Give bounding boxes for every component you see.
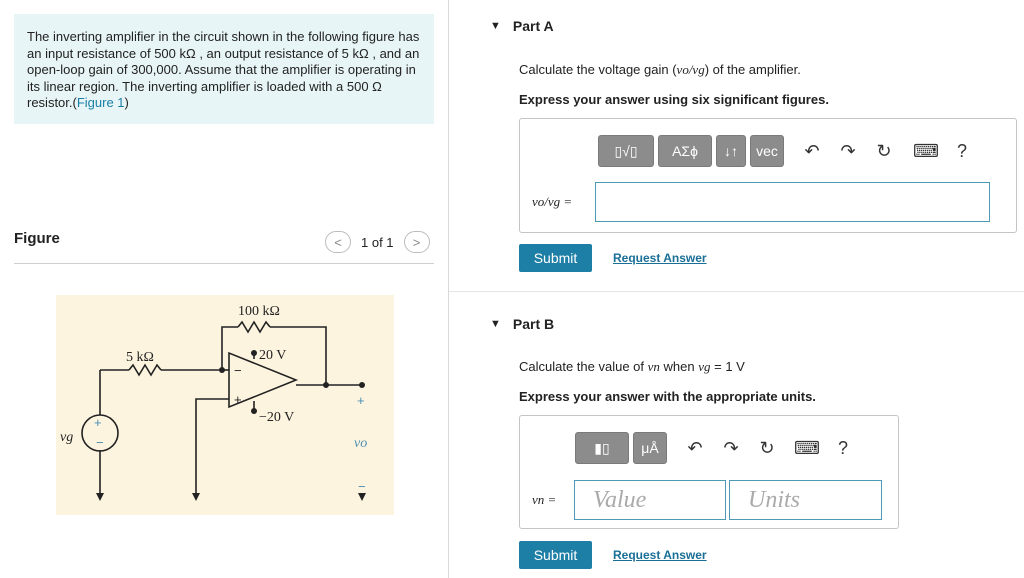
circuit-figure — [56, 295, 394, 515]
undo-button[interactable] — [677, 432, 713, 464]
help-icon: ? — [956, 140, 967, 161]
part-a-equation-label — [532, 194, 572, 210]
units-input[interactable]: Units — [729, 480, 882, 520]
pos-supply-label: 20 V — [259, 348, 287, 363]
part-b-answer-box — [519, 415, 899, 529]
reset-icon: ↻ — [876, 140, 892, 161]
neg-supply-label: −20 V — [259, 410, 295, 425]
inverting-sign: − — [234, 363, 242, 378]
chevron-right-icon: > — [412, 234, 421, 250]
resistor-5k-label: 5 kΩ — [126, 350, 154, 365]
arrows-button[interactable] — [716, 135, 746, 167]
part-a-answer-input[interactable] — [595, 182, 990, 222]
caret-down-icon: ▼ — [490, 318, 501, 330]
part-a-question-suffix: ) of the amplifier. — [704, 62, 801, 77]
caret-down-icon: ▼ — [490, 20, 501, 32]
problem-text: The inverting amplifier in the circuit shown in the following figure has an input resistance of 500 kΩ , an output resistance of 5 kΩ , and an open-loop gain of 300,000. Assume that the amplifier is operating in its linear region. The inverting amplifier is loaded with a 500 Ω resistor.( — [27, 29, 420, 111]
reset-button[interactable] — [749, 432, 785, 464]
keyboard-icon: ⌨ — [794, 437, 820, 458]
resistor-5k-zigzag — [129, 365, 161, 375]
help-icon: ? — [837, 437, 848, 458]
part-b-equation-text: vn = — [532, 492, 557, 507]
vec-icon: vec — [756, 143, 778, 159]
redo-button[interactable] — [713, 432, 749, 464]
redo-icon: ↷ — [840, 140, 856, 161]
part-b-title: Part B — [512, 316, 555, 332]
part-a-answer-box — [519, 118, 1017, 233]
part-a-title: Part A — [512, 18, 554, 34]
chevron-left-icon: < — [334, 234, 342, 250]
part-b-toolbar — [575, 432, 861, 464]
output-label: vo — [354, 436, 368, 451]
part-a-header[interactable] — [490, 18, 554, 34]
source-minus: − — [96, 435, 104, 450]
noninverting-sign: + — [234, 392, 242, 407]
undo-icon: ↶ — [804, 140, 820, 161]
next-figure-button[interactable] — [404, 231, 430, 253]
part-a-submit-button[interactable]: Submit — [519, 244, 592, 272]
figure-pager — [325, 231, 430, 253]
templates-button[interactable] — [575, 432, 629, 464]
arrows-icon: ↓↑ — [724, 143, 738, 159]
part-b-question-mid: when — [659, 359, 699, 374]
part-a-question-math: vo/vg — [676, 62, 705, 77]
resistor-100k-label: 100 kΩ — [238, 304, 280, 319]
divider — [14, 263, 434, 264]
problem-statement — [14, 14, 434, 124]
part-b-instruction: Express your answer with the appropriate units. — [519, 389, 816, 404]
part-b-question — [519, 359, 745, 375]
part-b-question-prefix: Calculate the value of — [519, 359, 648, 374]
units-icon: μÅ — [641, 440, 659, 456]
part-a-equation-text: vo/vg = — [532, 194, 573, 209]
redo-icon: ↷ — [723, 437, 739, 458]
undo-button[interactable] — [794, 135, 830, 167]
part-b-submit-button[interactable]: Submit — [519, 541, 592, 569]
units-button[interactable] — [633, 432, 667, 464]
reset-icon: ↻ — [759, 437, 775, 458]
pane-divider — [448, 0, 449, 578]
vector-button[interactable] — [750, 135, 784, 167]
figure-page-count: 1 of 1 — [361, 234, 394, 250]
part-b-question-suffix: = 1 V — [710, 359, 745, 374]
value-input[interactable]: Value — [574, 480, 726, 520]
prev-figure-button[interactable] — [325, 231, 351, 253]
greek-icon: ΑΣϕ — [672, 143, 698, 159]
templates-button[interactable] — [598, 135, 654, 167]
part-a-toolbar — [598, 135, 980, 167]
undo-icon: ↶ — [687, 437, 703, 458]
part-separator — [449, 291, 1024, 292]
left-pane — [0, 0, 448, 578]
part-a-question-prefix: Calculate the voltage gain ( — [519, 62, 677, 77]
part-a-instruction: Express your answer using six significant figures. — [519, 92, 829, 107]
template-grid-icon: ▮▯ — [594, 439, 610, 456]
help-button[interactable] — [825, 432, 861, 464]
reset-button[interactable] — [866, 135, 902, 167]
part-b-header[interactable] — [490, 316, 554, 332]
redo-button[interactable] — [830, 135, 866, 167]
problem-text-end: ) — [124, 95, 129, 111]
keyboard-button[interactable] — [908, 135, 944, 167]
source-plus: + — [94, 415, 102, 430]
resistor-100k-zigzag — [238, 322, 270, 332]
part-b-question-cond: vg — [698, 359, 711, 374]
part-b-equation-label — [532, 492, 556, 508]
templates-icon: ▯√▯ — [614, 142, 638, 159]
keyboard-button[interactable] — [789, 432, 825, 464]
part-b-question-var: vn — [647, 359, 660, 374]
keyboard-icon: ⌨ — [913, 140, 939, 161]
figure-link[interactable]: Figure 1 — [76, 95, 125, 111]
help-button[interactable] — [944, 135, 980, 167]
part-b-request-answer-link[interactable]: Request Answer — [613, 548, 707, 562]
source-label: vg — [60, 430, 74, 445]
output-minus: − — [358, 479, 366, 494]
greek-symbols-button[interactable] — [658, 135, 712, 167]
output-plus: + — [357, 393, 365, 408]
part-a-request-answer-link[interactable]: Request Answer — [613, 251, 707, 265]
figure-heading: Figure — [14, 230, 60, 247]
part-a-question — [519, 62, 801, 78]
circuit-diagram — [56, 295, 394, 515]
